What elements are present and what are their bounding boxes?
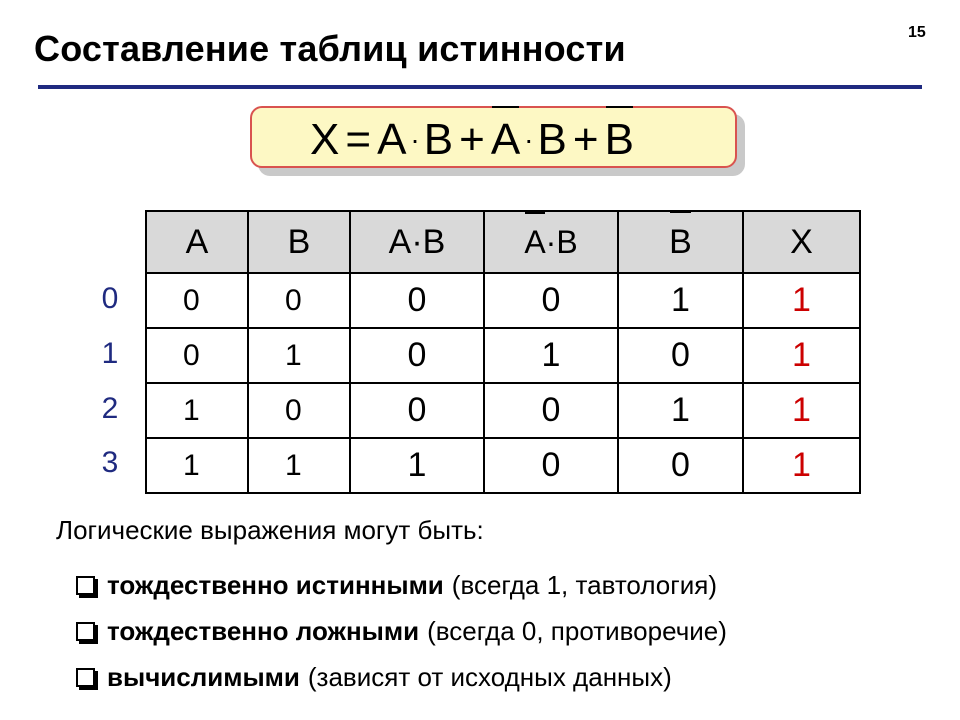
row-index: 0 (101, 282, 119, 315)
header-ab-a: A (388, 222, 412, 261)
cell-b: 0 (248, 383, 350, 438)
formula-term1-a: A (377, 115, 407, 164)
cell-a-and-b: 0 (350, 328, 484, 383)
list-item (76, 608, 727, 654)
row-index: 2 (101, 392, 119, 425)
cell-not-a-and-b: 0 (484, 273, 618, 328)
checkbox-bullet-icon (76, 622, 95, 641)
header-x: X (743, 211, 860, 273)
note-detail: (всегда 0, противоречие) (427, 615, 727, 646)
formula-term2-b: B (537, 115, 567, 164)
header-nab-a: A (524, 223, 546, 260)
header-ab-b: B (422, 222, 446, 261)
cell-not-a-and-b: 1 (484, 328, 618, 383)
header-not-b (618, 211, 743, 273)
cell-not-b: 1 (618, 273, 743, 328)
cell-b: 1 (248, 328, 350, 383)
title-divider (38, 85, 922, 89)
cell-x: 1 (743, 273, 860, 328)
checkbox-bullet-icon (76, 668, 95, 687)
cell-a: 0 (146, 273, 248, 328)
header-ab-dot: · (411, 222, 423, 261)
cell-not-b: 0 (618, 328, 743, 383)
note-term: вычислимыми (107, 661, 300, 692)
cell-a-and-b: 0 (350, 383, 484, 438)
formula-plus-1: + (459, 115, 485, 164)
cell-a-and-b: 1 (350, 438, 484, 493)
cell-x: 1 (743, 438, 860, 493)
formula (310, 115, 634, 165)
notes-lead: Логические выражения могут быть: (56, 515, 484, 545)
formula-dot-2: · (524, 124, 534, 155)
cell-a: 1 (146, 383, 248, 438)
formula-equals: = (345, 115, 372, 164)
cell-not-b: 1 (618, 383, 743, 438)
cell-x: 1 (743, 383, 860, 438)
formula-term1-b: B (423, 115, 454, 164)
note-term: тождественно истинными (107, 569, 444, 600)
table-row (146, 383, 860, 438)
cell-a-and-b: 0 (350, 273, 484, 328)
cell-a: 0 (146, 328, 248, 383)
header-not-a-and-b (484, 211, 618, 273)
header-a-and-b (350, 211, 484, 273)
formula-term2-not-a: A (490, 115, 521, 164)
truth-table (145, 210, 861, 494)
table-row (146, 328, 860, 383)
header-nab-b: B (556, 223, 578, 260)
formula-plus-2: + (572, 115, 599, 164)
cell-not-a-and-b: 0 (484, 383, 618, 438)
table-header-row (146, 211, 860, 273)
row-index: 3 (101, 446, 119, 479)
list-item (76, 562, 727, 608)
row-index: 1 (101, 337, 119, 370)
note-detail: (всегда 1, тавтология) (451, 569, 717, 600)
slide-title: Составление таблиц истинности (34, 28, 626, 69)
table-row (146, 273, 860, 328)
note-detail: (зависят от исходных данных) (307, 661, 672, 692)
formula-dot-1: · (410, 124, 420, 155)
cell-x: 1 (743, 328, 860, 383)
checkbox-bullet-icon (76, 576, 95, 595)
header-a: A (146, 211, 248, 273)
cell-not-b: 0 (618, 438, 743, 493)
cell-a: 1 (146, 438, 248, 493)
note-term: тождественно ложными (107, 615, 420, 646)
formula-term3-not-b: B (604, 115, 634, 164)
header-nab-dot: · (545, 223, 557, 260)
cell-b: 0 (248, 273, 350, 328)
page-number: 15 (908, 24, 926, 41)
header-b: B (248, 211, 350, 273)
header-nb-b: B (669, 222, 692, 261)
cell-not-a-and-b: 0 (484, 438, 618, 493)
formula-lhs: X (310, 115, 340, 164)
list-item (76, 654, 727, 700)
cell-b: 1 (248, 438, 350, 493)
notes-list (76, 562, 727, 700)
table-row (146, 438, 860, 493)
